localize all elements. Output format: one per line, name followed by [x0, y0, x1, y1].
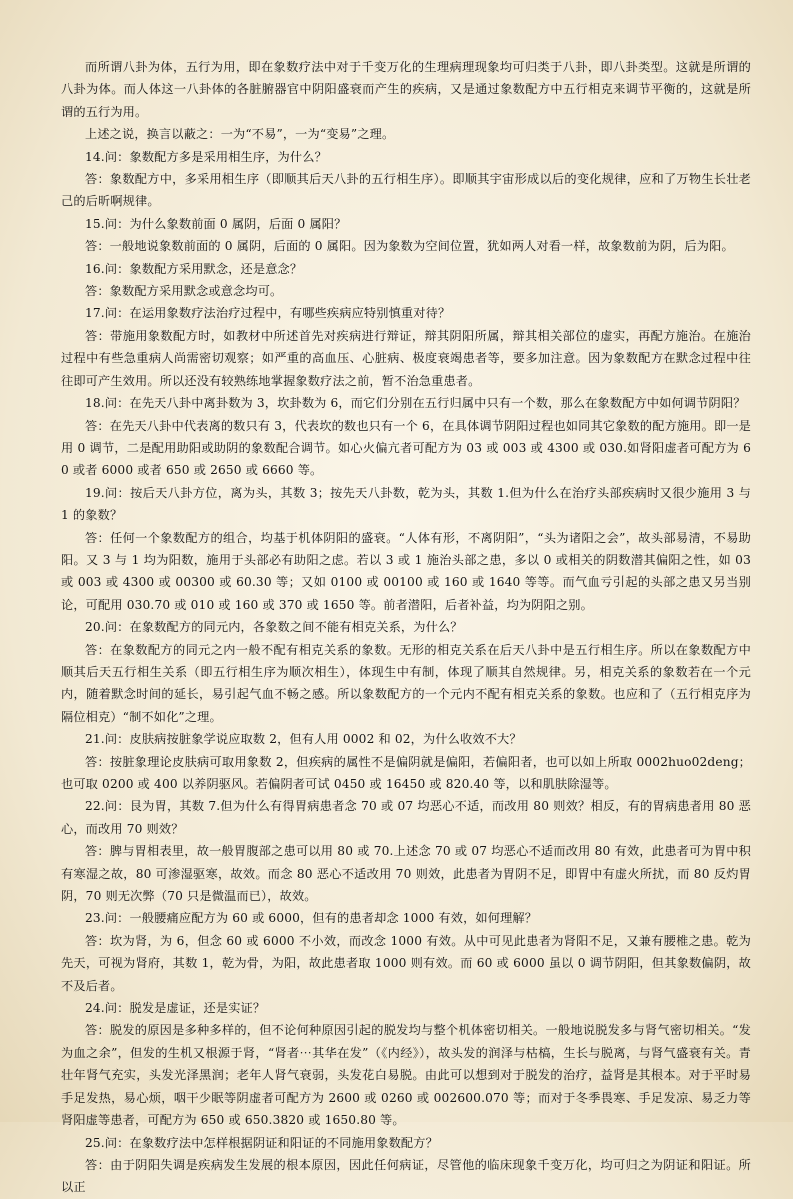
answer-14: 答：象数配方中，多采用相生序（即顺其后天八卦的五行相生序）。即顺其宇宙形成以后的变化规律，应和了万物生长壮老己的后昕啊规律。	[61, 172, 751, 209]
answer-24: 答：脱发的原因是多种多样的，但不论何种原因引起的脱发均与整个机体密切相关。一般地说脱发多与肾气密切相关。“发为血之余”，但发的生机又根源于肾，“肾者⋯其华在发”（《内经》），故头发的润泽与枯槁，生长与脱离，与肾气盛衰有关。青壮年肾气充实，头发光泽黑润；老年人肾气衰弱，头发花白易脱。由此可以想到对于脱发的治疗，益肾是其根本。对于平时易手足发热，易心烦，咽干少眠等阴虚者可配方为 2600 或 0260 或 002600.070 等；而对于冬季畏寒、手足发凉、易乏力等肾阳虚等患者，可配方为 650 或 650.3820 或 1650.80 等。	[61, 1023, 751, 1128]
question-15: 15.问：为什么象数前面 0 属阴，后面 0 属阳？	[85, 216, 347, 231]
question-20: 20.问：在象数配方的同元内，各象数之间不能有相克关系，为什么？	[85, 620, 463, 635]
paragraph-intro-2: 上述之说，换言以蔽之：一为“不易”，一为“变易”之理。	[85, 127, 395, 142]
answer-25: 答：由于阴阳失调是疾病发生发展的根本原因，因此任何病证，尽管他的临床现象千变万化，均可归之为阴证和阳证。所以正	[61, 1157, 751, 1195]
answer-20: 答：在象数配方的同元之内一般不配有相克关系的象数。无形的相克关系在后天八卦中是五行相生序。所以在象数配方中顺其后天五行相生关系（即五行相生序为顺次相生），体现生中有制，体现了顺其自然规律。另，相克关系的象数若在一个元内，随着默念时间的延长，易引起气血不畅之感。所以象数配方的一个元内不配有相克关系的象数。也应和了（五行相克序为隔位相克）“制不如化”之理。	[61, 642, 751, 724]
question-25: 25.问：在象数疗法中怎样根据阴证和阳证的不同施用象数配方？	[85, 1135, 438, 1150]
answer-17: 答：带施用象数配方时，如教材中所述首先对疾病进行辩证，辩其阴阳所属，辩其相关部位的虚实，再配方施治。在施治过程中有些急重病人尚需密切观察；如严重的高血压、心脏病、极度衰竭患者等，要多加注意。因为象数配方在默念过程中往往即可产生效用。所以还没有较熟练地掌握象数疗法之前，暂不治急重患者。	[61, 328, 751, 388]
question-22: 22.问：艮为胃，其数 7.但为什么有得胃病患者念 70 或 07 均恶心不适，而改用 80 则效？相反，有的胃病患者用 80 恶心，而改用 70 则效？	[61, 799, 751, 836]
answer-21: 答：按脏象理论皮肤病可取用象数 2，但疾病的属性不是偏阴就是偏阳，若偏阳者，也可以如上所取 0002huo02deng；也可取 0200 或 400 以养阴驱风。若偏阴者可试 0450 或 16450 或 820.40 等，以和肌肤除湿等。	[61, 754, 751, 791]
question-19: 19.问：按后天八卦方位，离为头，其数 3；按先天八卦数，乾为头，其数 1.但为什么在治疗头部疾病时又很少施用 3 与 1 的象数？	[61, 485, 751, 523]
document-page	[61, 56, 751, 1199]
answer-16: 答：象数配方采用默念或意念均可。	[85, 284, 283, 299]
question-23: 23.问：一般腰痛应配方为 60 或 6000，但有的患者却念 1000 有效，如何理解？	[85, 911, 538, 926]
question-16: 16.问：象数配方采用默念，还是意念？	[85, 261, 303, 276]
answer-15: 答：一般地说象数前面的 0 属阴，后面的 0 属阳。因为象数为空间位置，犹如两人对看一样，故象数前为阴，后为阳。	[85, 239, 734, 254]
answer-22: 答：脾与胃相表里，故一般胃腹部之患可以用 80 或 70.上述念 70 或 07 均恶心不适而改用 80 有效，此患者可为胃中积有寒湿之故，80 可渗湿驱寒，故效。而念 80 恶心不适改用 70 则效，此患者为胃阴不足，即胃中有虚火所扰，而 80 反灼胃阴，70 则无次弊（70 只是微温而已），故效。	[61, 844, 751, 904]
question-14: 14.问：象数配方多是采用相生序，为什么？	[85, 149, 327, 164]
answer-23: 答：坎为肾，为 6，但念 60 或 6000 不小效，而改念 1000 有效。从中可见此患者为肾阳不足，又兼有腰椎之患。乾为先天，可视为肾府，其数 1，乾为骨，为阳，故此患者取 1000 则有效。而 60 或 6000 虽以 0 调节阴阳，但其象数偏阴，故不及后者。	[61, 933, 751, 993]
answer-18: 答：在先天八卦中代表离的数只有 3，代表坎的数也只有一个 6，在具体调节阴阳过程也如同其它象数的配方施用。即一是用 0 调节，二是配用助阳或助阴的象数配合调节。如心火偏亢者可配方为 03 或 003 或 4300 或 030.如肾阳虚者可配方为 60 或者 6000 或者 650 或 2650 或 6660 等。	[61, 418, 751, 478]
question-24: 24.问：脱发是虚证，还是实证？	[85, 1001, 266, 1016]
answer-19: 答：任何一个象数配方的组合，均基于机体阴阳的盛衰。“人体有形，不离阴阳”，“头为诸阳之会”，故头部易清，不易助阳。又 3 与 1 均为阳数，施用于头部必有助阳之虑。若以 3 或 1 施治头部之患，多以 0 或相关的阴数潜其偏阳之性，如 03 或 003 或 4300 或 00300 或 60.30 等；又如 0100 或 00100 或 160 或 1640 等等。而气血亏引起的头部之患又另当别论，可配用 030.70 或 010 或 160 或 370 或 1650 等。前者潜阳，后者补益，均为阴阳之别。	[61, 530, 751, 612]
question-17: 17.问：在运用象数疗法治疗过程中，有哪些疾病应特别慎重对待？	[85, 306, 451, 321]
question-21: 21.问：皮肤病按脏象学说应取数 2，但有人用 0002 和 02，为什么收效不大？	[85, 732, 522, 747]
paragraph-intro-1: 而所谓八卦为体，五行为用，即在象数疗法中对于千变万化的生理病理现象均可归类于八卦，即八卦类型。这就是所谓的八卦为体。而人体这一八卦体的各脏腑器官中阴阳盛衰而产生的疾病，又是通过象数配方中五行相克来调节平衡的，这就是所谓的五行为用。	[61, 60, 751, 119]
question-18: 18.问：在先天八卦中离卦数为 3，坎卦数为 6，而它们分别在五行归属中只有一个数，那么在象数配方中如何调节阴阳？	[85, 396, 746, 411]
